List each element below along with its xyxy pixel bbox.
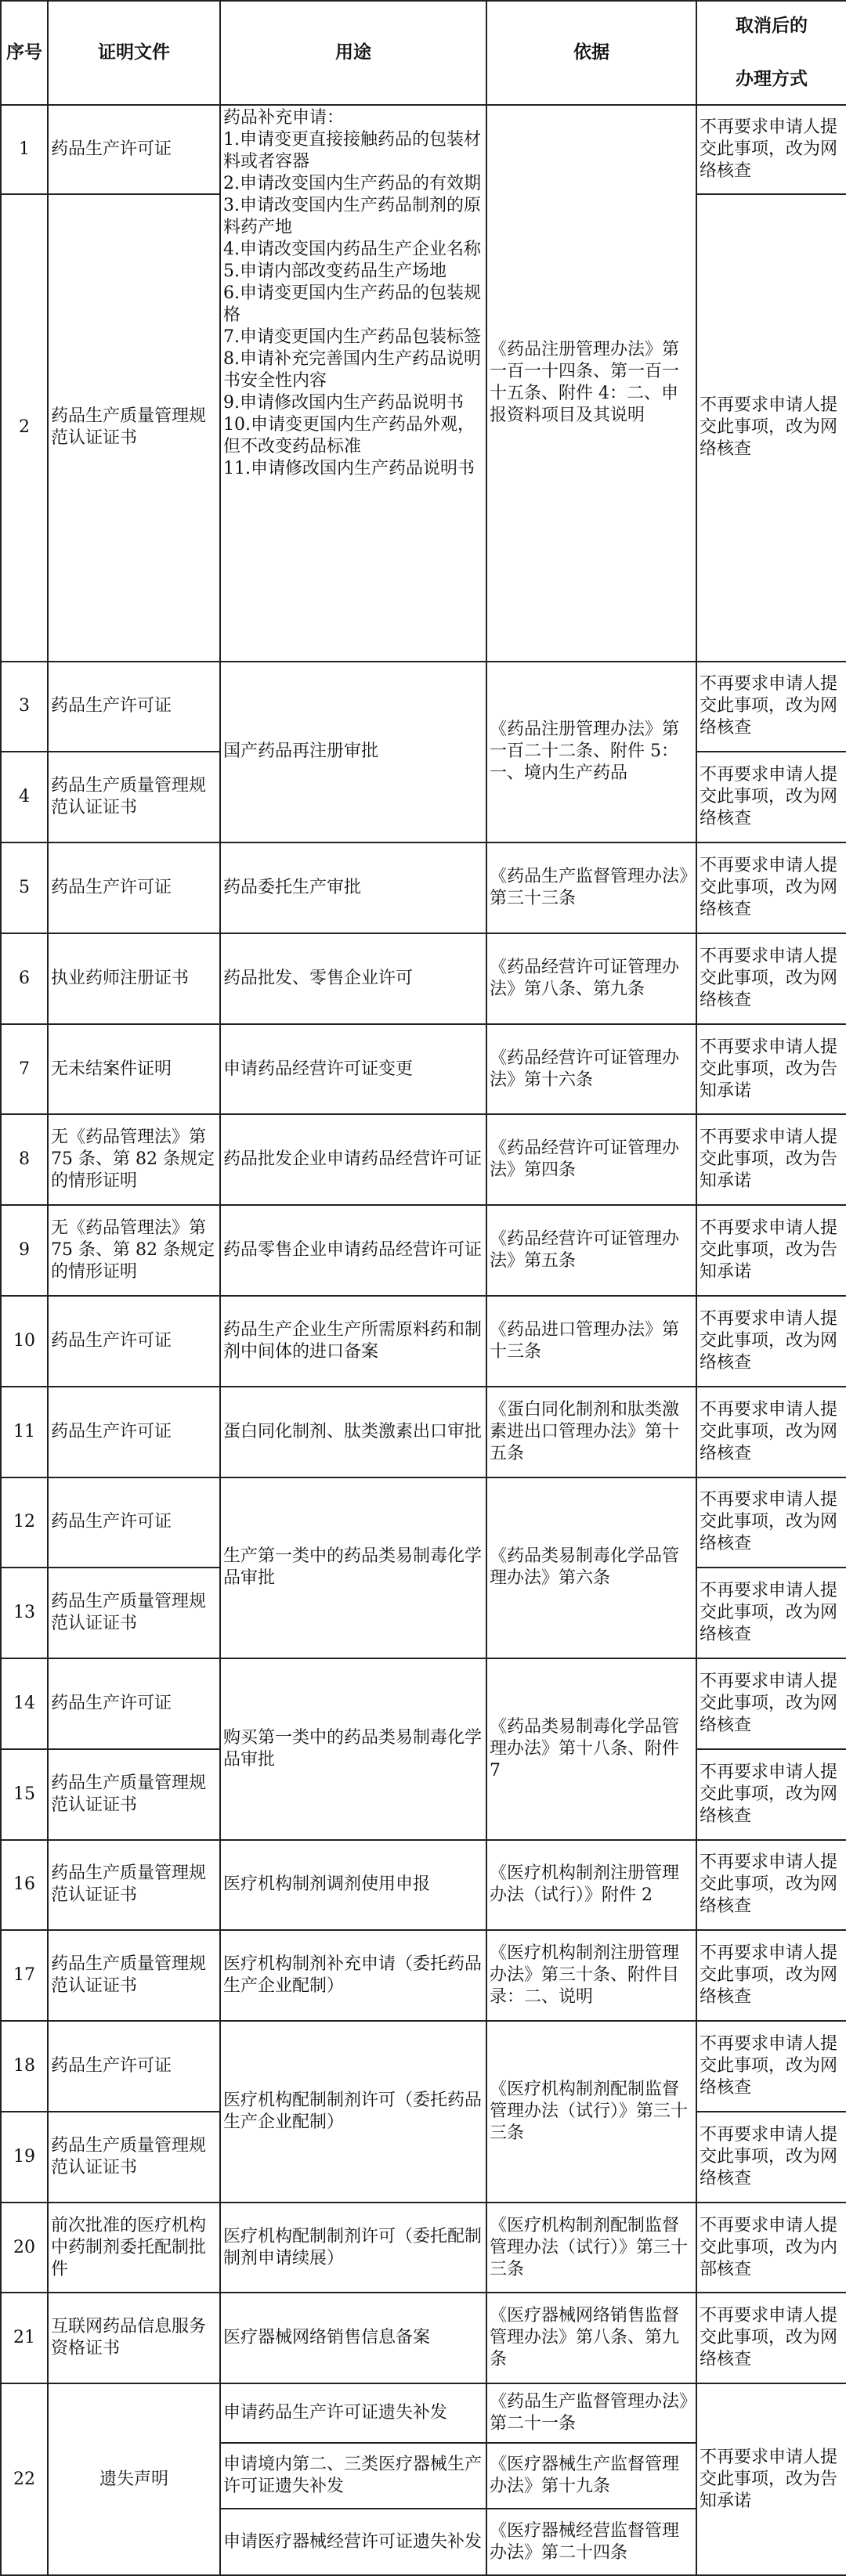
purpose-cell: 医疗机构制剂补充申请（委托药品生产企业配制） — [220, 1930, 486, 2021]
row-number: 9 — [1, 1205, 48, 1296]
row-number: 15 — [1, 1749, 48, 1840]
basis-cell: 《药品经营许可证管理办法》第五条 — [486, 1205, 696, 1296]
row-number: 20 — [1, 2203, 48, 2293]
certificate-name: 药品生产质量管理规范认证证书 — [48, 1568, 220, 1658]
row-number: 16 — [1, 1840, 48, 1931]
row-number: 14 — [1, 1658, 48, 1749]
certificate-name: 药品生产质量管理规范认证证书 — [48, 2112, 220, 2203]
table-row — [1, 1477, 846, 1568]
certificate-name: 前次批准的医疗机构中药制剂委托配制批件 — [48, 2203, 220, 2293]
row-number: 11 — [1, 1387, 48, 1477]
table-header-row — [1, 1, 846, 105]
table-row — [1, 105, 846, 194]
purpose-line: 药品补充申请： — [223, 107, 345, 128]
purpose-cell: 医疗机构制剂调剂使用申报 — [220, 1840, 486, 1931]
basis-cell: 《医疗器械经营监督管理办法》第二十四条 — [486, 2509, 696, 2575]
row-number: 13 — [1, 1568, 48, 1658]
basis-cell: 《药品经营许可证管理办法》第十六条 — [486, 1024, 696, 1115]
method-cell: 不再要求申请人提交此事项，改为告知承诺 — [696, 2383, 846, 2575]
certificate-name: 执业药师注册证书 — [48, 933, 220, 1024]
method-cell: 不再要求申请人提交此事项，改为网络核查 — [696, 1477, 846, 1568]
purpose-line: 10.申请变更国内生产药品外观，但不改变药品标准 — [223, 414, 475, 456]
table-row — [1, 2203, 846, 2293]
purpose-cell: 申请境内第二、三类医疗器械生产许可证遗失补发 — [220, 2443, 486, 2509]
method-cell: 不再要求申请人提交此事项，改为网络核查 — [696, 1568, 846, 1658]
basis-cell: 《医疗机构制剂注册管理办法》第三十条、附件目录：二、说明 — [486, 1930, 696, 2021]
row-number: 3 — [1, 662, 48, 752]
method-cell: 不再要求申请人提交此事项，改为网络核查 — [696, 1930, 846, 2021]
method-cell: 不再要求申请人提交此事项，改为网络核查 — [696, 933, 846, 1024]
table-row — [1, 2021, 846, 2112]
row-number: 17 — [1, 1930, 48, 2021]
row-number: 6 — [1, 933, 48, 1024]
method-cell: 不再要求申请人提交此事项，改为网络核查 — [696, 194, 846, 662]
method-cell: 不再要求申请人提交此事项，改为网络核查 — [696, 2112, 846, 2203]
method-cell: 不再要求申请人提交此事项，改为网络核查 — [696, 1658, 846, 1749]
certificate-name: 药品生产许可证 — [48, 662, 220, 752]
table-row — [1, 1114, 846, 1205]
row-number: 1 — [1, 105, 48, 194]
certificate-name: 无《药品管理法》第 75 条、第 82 条规定的情形证明 — [48, 1114, 220, 1205]
table-row — [1, 1658, 846, 1749]
purpose-line: 9.申请修改国内生产药品说明书 — [223, 392, 464, 413]
method-cell: 不再要求申请人提交此事项，改为网络核查 — [696, 1749, 846, 1840]
basis-cell: 《药品类易制毒化学品管理办法》第六条 — [486, 1477, 696, 1659]
header-basis: 依据 — [486, 1, 696, 105]
method-cell: 不再要求申请人提交此事项，改为内部核查 — [696, 2203, 846, 2293]
row-number: 22 — [1, 2383, 48, 2575]
basis-cell: 《医疗机构制剂配制监督管理办法（试行）》第三十三条 — [486, 2021, 696, 2203]
row-number: 10 — [1, 1296, 48, 1387]
row-number: 21 — [1, 2293, 48, 2383]
table-row — [1, 1296, 846, 1387]
table-row — [1, 1205, 846, 1296]
certificate-name: 药品生产许可证 — [48, 1477, 220, 1568]
certificate-name: 药品生产质量管理规范认证证书 — [48, 752, 220, 842]
method-cell: 不再要求申请人提交此事项，改为告知承诺 — [696, 1205, 846, 1296]
table-row — [1, 1024, 846, 1115]
purpose-line: 4.申请改变国内药品生产企业名称 — [223, 239, 481, 259]
basis-cell: 《医疗机构制剂注册管理办法（试行）》附件 2 — [486, 1840, 696, 1931]
table-row — [1, 2383, 846, 2443]
method-cell: 不再要求申请人提交此事项，改为网络核查 — [696, 1840, 846, 1931]
header-certificate: 证明文件 — [48, 1, 220, 105]
row-number: 4 — [1, 752, 48, 842]
basis-cell: 《药品经营许可证管理办法》第八条、第九条 — [486, 933, 696, 1024]
basis-cell: 《蛋白同化制剂和肽类激素进出口管理办法》第十五条 — [486, 1387, 696, 1477]
row-number: 2 — [1, 194, 48, 662]
certificate-name: 药品生产质量管理规范认证证书 — [48, 194, 220, 662]
method-cell: 不再要求申请人提交此事项，改为网络核查 — [696, 2293, 846, 2383]
method-cell: 不再要求申请人提交此事项，改为网络核查 — [696, 105, 846, 194]
purpose-cell: 医疗器械网络销售信息备案 — [220, 2293, 486, 2383]
purpose-line: 5.申请内部改变药品生产场地 — [223, 261, 446, 281]
purpose-cell — [220, 105, 486, 662]
purpose-cell: 药品生产企业生产所需原料药和制剂中间体的进口备案 — [220, 1296, 486, 1387]
table-row — [1, 842, 846, 933]
purpose-line: 1.申请变更直接接触药品的包装材料或者容器 — [223, 129, 481, 171]
purpose-cell: 申请药品经营许可证变更 — [220, 1024, 486, 1115]
certificate-name: 药品生产许可证 — [48, 105, 220, 194]
basis-cell: 《药品经营许可证管理办法》第四条 — [486, 1114, 696, 1205]
purpose-cell: 购买第一类中的药品类易制毒化学品审批 — [220, 1658, 486, 1840]
purpose-line: 8.申请补充完善国内生产药品说明书安全性内容 — [223, 348, 481, 391]
certificate-name: 药品生产许可证 — [48, 842, 220, 933]
table-row — [1, 1840, 846, 1931]
basis-cell: 《医疗器械网络销售监督管理办法》第八条、第九条 — [486, 2293, 696, 2383]
purpose-cell: 药品批发、零售企业许可 — [220, 933, 486, 1024]
basis-cell: 《药品类易制毒化学品管理办法》第十八条、附件 7 — [486, 1658, 696, 1840]
method-cell: 不再要求申请人提交此事项，改为网络核查 — [696, 662, 846, 752]
method-cell: 不再要求申请人提交此事项，改为网络核查 — [696, 2021, 846, 2112]
certificate-name: 无未结案件证明 — [48, 1024, 220, 1115]
row-number: 8 — [1, 1114, 48, 1205]
purpose-cell: 药品批发企业申请药品经营许可证 — [220, 1114, 486, 1205]
certificate-name: 无《药品管理法》第 75 条、第 82 条规定的情形证明 — [48, 1205, 220, 1296]
row-number: 12 — [1, 1477, 48, 1568]
certificate-name: 药品生产许可证 — [48, 1296, 220, 1387]
header-serial: 序号 — [1, 1, 48, 105]
header-method-line2: 办理方式 — [736, 68, 808, 90]
method-cell: 不再要求申请人提交此事项，改为告知承诺 — [696, 1114, 846, 1205]
table-row — [1, 662, 846, 752]
basis-cell: 《医疗器械生产监督管理办法》第十九条 — [486, 2443, 696, 2509]
purpose-cell: 药品零售企业申请药品经营许可证 — [220, 1205, 486, 1296]
basis-cell: 《药品生产监督管理办法》第三十三条 — [486, 842, 696, 933]
purpose-cell: 申请医疗器械经营许可证遗失补发 — [220, 2509, 486, 2575]
purpose-cell: 国产药品再注册审批 — [220, 662, 486, 843]
purpose-line: 3.申请改变国内生产药品制剂的原料药产地 — [223, 195, 481, 237]
certificate-name: 互联网药品信息服务资格证书 — [48, 2293, 220, 2383]
table-row — [1, 1387, 846, 1477]
header-method-line1: 取消后的 — [736, 15, 808, 37]
purpose-cell: 蛋白同化制剂、肽类激素出口审批 — [220, 1387, 486, 1477]
purpose-cell: 生产第一类中的药品类易制毒化学品审批 — [220, 1477, 486, 1659]
certificate-name: 药品生产许可证 — [48, 1387, 220, 1477]
row-number: 7 — [1, 1024, 48, 1115]
purpose-line: 7.申请变更国内生产药品包装标签 — [223, 327, 481, 347]
basis-cell: 《医疗机构制剂配制监督管理办法（试行）》第三十三条 — [486, 2203, 696, 2293]
basis-cell: 《药品生产监督管理办法》第二十一条 — [486, 2383, 696, 2443]
certificate-name: 药品生产许可证 — [48, 2021, 220, 2112]
purpose-cell: 申请药品生产许可证遗失补发 — [220, 2383, 486, 2443]
purpose-cell: 医疗机构配制制剂许可（委托药品生产企业配制） — [220, 2021, 486, 2203]
table-row — [1, 2293, 846, 2383]
header-method — [696, 1, 846, 105]
purpose-line: 2.申请改变国内生产药品的有效期 — [223, 173, 481, 193]
header-purpose: 用途 — [220, 1, 486, 105]
purpose-line: 6.申请变更国内生产药品的包装规格 — [223, 283, 481, 325]
table-row — [1, 1930, 846, 2021]
certificate-name: 遗失声明 — [48, 2383, 220, 2575]
method-cell: 不再要求申请人提交此事项，改为网络核查 — [696, 1296, 846, 1387]
method-cell: 不再要求申请人提交此事项，改为网络核查 — [696, 752, 846, 842]
row-number: 19 — [1, 2112, 48, 2203]
certificate-name: 药品生产质量管理规范认证证书 — [48, 1840, 220, 1931]
method-cell: 不再要求申请人提交此事项，改为网络核查 — [696, 1387, 846, 1477]
purpose-line: 11.申请修改国内生产药品说明书 — [223, 458, 475, 478]
row-number: 18 — [1, 2021, 48, 2112]
method-cell: 不再要求申请人提交此事项，改为网络核查 — [696, 842, 846, 933]
certificate-name: 药品生产许可证 — [48, 1658, 220, 1749]
basis-cell: 《药品进口管理办法》第十三条 — [486, 1296, 696, 1387]
certificate-name: 药品生产质量管理规范认证证书 — [48, 1749, 220, 1840]
table-row — [1, 933, 846, 1024]
certificate-name: 药品生产质量管理规范认证证书 — [48, 1930, 220, 2021]
basis-cell: 《药品注册管理办法》第一百二十二条、附件 5：一、境内生产药品 — [486, 662, 696, 843]
purpose-cell: 医疗机构配制制剂许可（委托配制制剂申请续展） — [220, 2203, 486, 2293]
basis-cell: 《药品注册管理办法》第一百一十四条、第一百一十五条、附件 4：二、申报资料项目及其说明 — [486, 105, 696, 662]
method-cell: 不再要求申请人提交此事项，改为告知承诺 — [696, 1024, 846, 1115]
row-number: 5 — [1, 842, 48, 933]
purpose-cell: 药品委托生产审批 — [220, 842, 486, 933]
